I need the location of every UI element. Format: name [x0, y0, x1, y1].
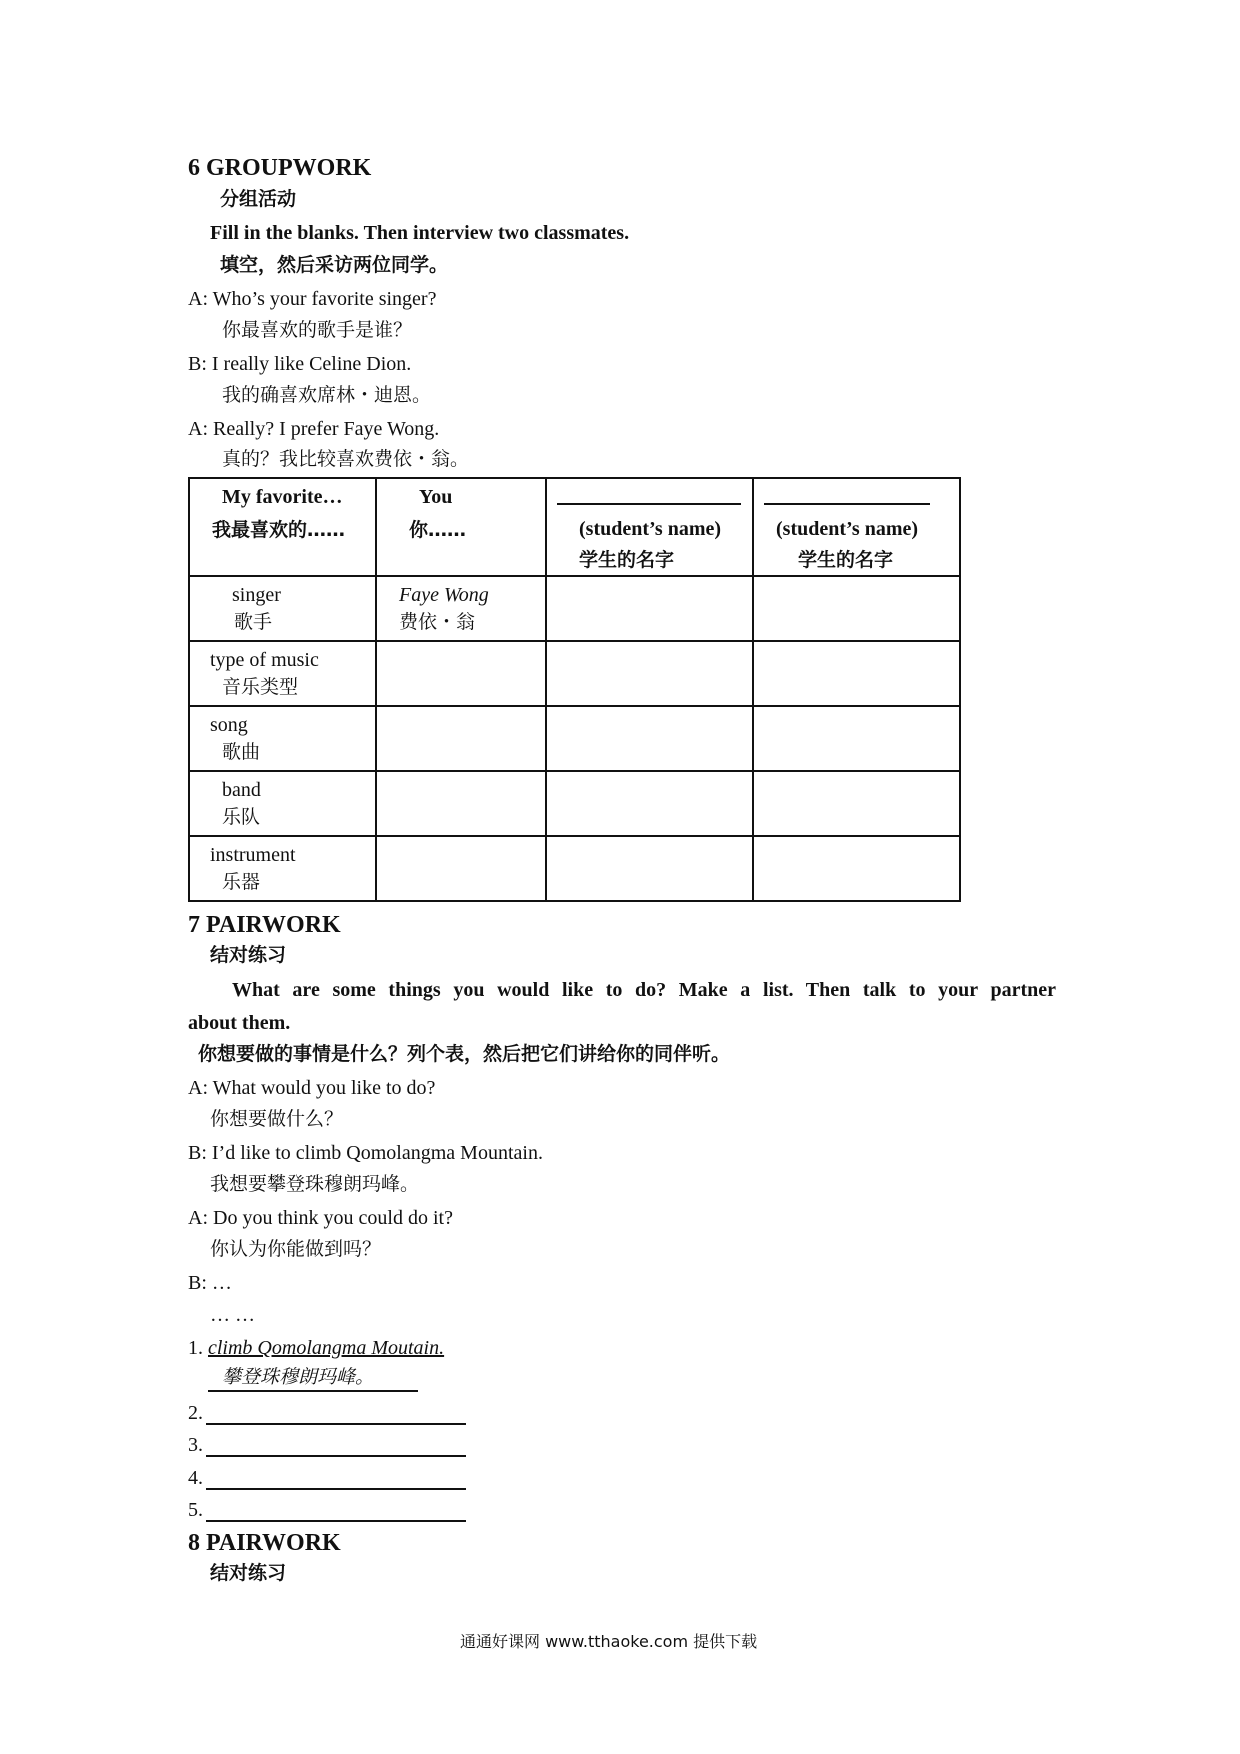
- list-item-number: 4.: [188, 1467, 203, 1489]
- section-7-instruction-zh: 你想要做的事情是什么？列个表，然后把它们讲给你的同伴听。: [198, 1043, 731, 1065]
- table-row: [189, 836, 960, 901]
- header-cell-student-2: [753, 478, 960, 576]
- table-row: [189, 771, 960, 836]
- student-2-cell[interactable]: [753, 576, 960, 641]
- dialogue-line-b1-zh: 我的确喜欢席林・迪恩。: [222, 384, 432, 406]
- student-2-cell[interactable]: [753, 771, 960, 836]
- student-2-cell[interactable]: [753, 836, 960, 901]
- list-item-number: 1.: [188, 1337, 203, 1359]
- table-row: [189, 641, 960, 706]
- row-label-zh: 歌曲: [222, 741, 261, 763]
- section-7-title-zh: 结对练习: [210, 944, 287, 966]
- section-6-instruction: Fill in the blanks. Then interview two classmates.: [210, 222, 630, 244]
- student-1-cell[interactable]: [546, 641, 753, 706]
- header-label: You: [419, 486, 453, 508]
- list-item-number: 5.: [188, 1499, 203, 1521]
- section-7-instruction-line2: about them.: [188, 1012, 291, 1034]
- row-label: song: [210, 714, 248, 736]
- list-item-number: 2.: [188, 1402, 203, 1424]
- row-label-cell: [189, 771, 376, 836]
- dialogue-line-a1-zh: 你最喜欢的歌手是谁？: [222, 319, 413, 341]
- section-8-title-zh: 结对练习: [210, 1562, 287, 1584]
- student-1-cell[interactable]: [546, 706, 753, 771]
- list-item-5-blank[interactable]: [206, 1520, 466, 1522]
- row-label-cell: [189, 836, 376, 901]
- student-1-cell[interactable]: [546, 576, 753, 641]
- section-7-title: 7 PAIRWORK: [188, 912, 341, 938]
- table-row: [189, 706, 960, 771]
- list-item-1-answer-zh: 攀登珠穆朗玛峰。: [222, 1366, 375, 1388]
- row-label: type of music: [210, 649, 319, 671]
- dialogue-line-a2-zh: 你认为你能做到吗？: [210, 1238, 382, 1260]
- you-answer: Faye Wong: [399, 584, 489, 606]
- section-6-title: 6 GROUPWORK: [188, 155, 372, 181]
- you-cell[interactable]: [376, 771, 546, 836]
- you-cell[interactable]: [376, 641, 546, 706]
- row-label-cell: [189, 641, 376, 706]
- dialogue-ellipsis: … …: [210, 1304, 255, 1326]
- row-label-cell: [189, 706, 376, 771]
- header-label: (student’s name): [776, 518, 919, 540]
- section-6-instruction-zh: 填空，然后采访两位同学。: [220, 254, 449, 276]
- row-label: band: [222, 779, 261, 801]
- dialogue-line-a1: A: What would you like to do?: [188, 1077, 436, 1099]
- header-label-zh: 学生的名字: [579, 549, 675, 571]
- dialogue-line-a2: A: Do you think you could do it?: [188, 1207, 453, 1229]
- row-label-zh: 歌手: [234, 611, 273, 633]
- row-label: instrument: [210, 844, 296, 866]
- list-item-number: 3.: [188, 1434, 203, 1456]
- page-footer: 通通好课网 www.tthaoke.com 提供下载: [460, 1632, 758, 1651]
- list-item-3-blank[interactable]: [206, 1455, 466, 1457]
- row-label-zh: 音乐类型: [222, 676, 299, 698]
- dialogue-line-a1-zh: 你想要做什么？: [210, 1108, 344, 1130]
- header-label-zh: 你……: [409, 519, 467, 541]
- table-row: [189, 576, 960, 641]
- you-cell[interactable]: [376, 836, 546, 901]
- student-1-cell[interactable]: [546, 771, 753, 836]
- table-header-row: [189, 478, 960, 576]
- dialogue-line-b2: B: …: [188, 1272, 232, 1294]
- header-label-zh: 我最喜欢的……: [212, 519, 346, 541]
- you-cell[interactable]: [376, 576, 546, 641]
- header-cell-student-1: [546, 478, 753, 576]
- header-label-zh: 学生的名字: [798, 549, 894, 571]
- list-item-1-underline: [208, 1390, 418, 1392]
- dialogue-line-b1: B: I really like Celine Dion.: [188, 353, 412, 375]
- you-answer-zh: 费依・翁: [399, 611, 476, 633]
- student-name-blank[interactable]: [557, 503, 741, 505]
- dialogue-line-a2-zh: 真的？我比较喜欢费依・翁。: [222, 448, 470, 470]
- header-cell-my-favorite: [189, 478, 376, 576]
- section-7-instruction-line1: What are some things you would like to do? Make a list. Then talk to your partner: [232, 979, 1056, 1001]
- dialogue-line-b1: B: I’d like to climb Qomolangma Mountain.: [188, 1142, 543, 1164]
- section-6-title-zh: 分组活动: [220, 188, 297, 210]
- row-label: singer: [232, 584, 281, 606]
- row-label-zh: 乐队: [222, 806, 261, 828]
- student-2-cell[interactable]: [753, 641, 960, 706]
- list-item-2-blank[interactable]: [206, 1423, 466, 1425]
- section-8-title: 8 PAIRWORK: [188, 1530, 341, 1556]
- favorites-table: [188, 477, 961, 902]
- student-2-cell[interactable]: [753, 706, 960, 771]
- header-label: (student’s name): [579, 518, 722, 540]
- dialogue-line-a2: A: Really? I prefer Faye Wong.: [188, 418, 440, 440]
- header-cell-you: [376, 478, 546, 576]
- student-1-cell[interactable]: [546, 836, 753, 901]
- header-label: My favorite…: [222, 486, 343, 508]
- dialogue-line-a1: A: Who’s your favorite singer?: [188, 288, 437, 310]
- list-item-1-answer: climb Qomolangma Moutain.: [208, 1337, 445, 1359]
- student-name-blank[interactable]: [764, 503, 930, 505]
- dialogue-line-b1-zh: 我想要攀登珠穆朗玛峰。: [210, 1173, 420, 1195]
- you-cell[interactable]: [376, 706, 546, 771]
- row-label-cell: [189, 576, 376, 641]
- list-item-4-blank[interactable]: [206, 1488, 466, 1490]
- row-label-zh: 乐器: [222, 871, 261, 893]
